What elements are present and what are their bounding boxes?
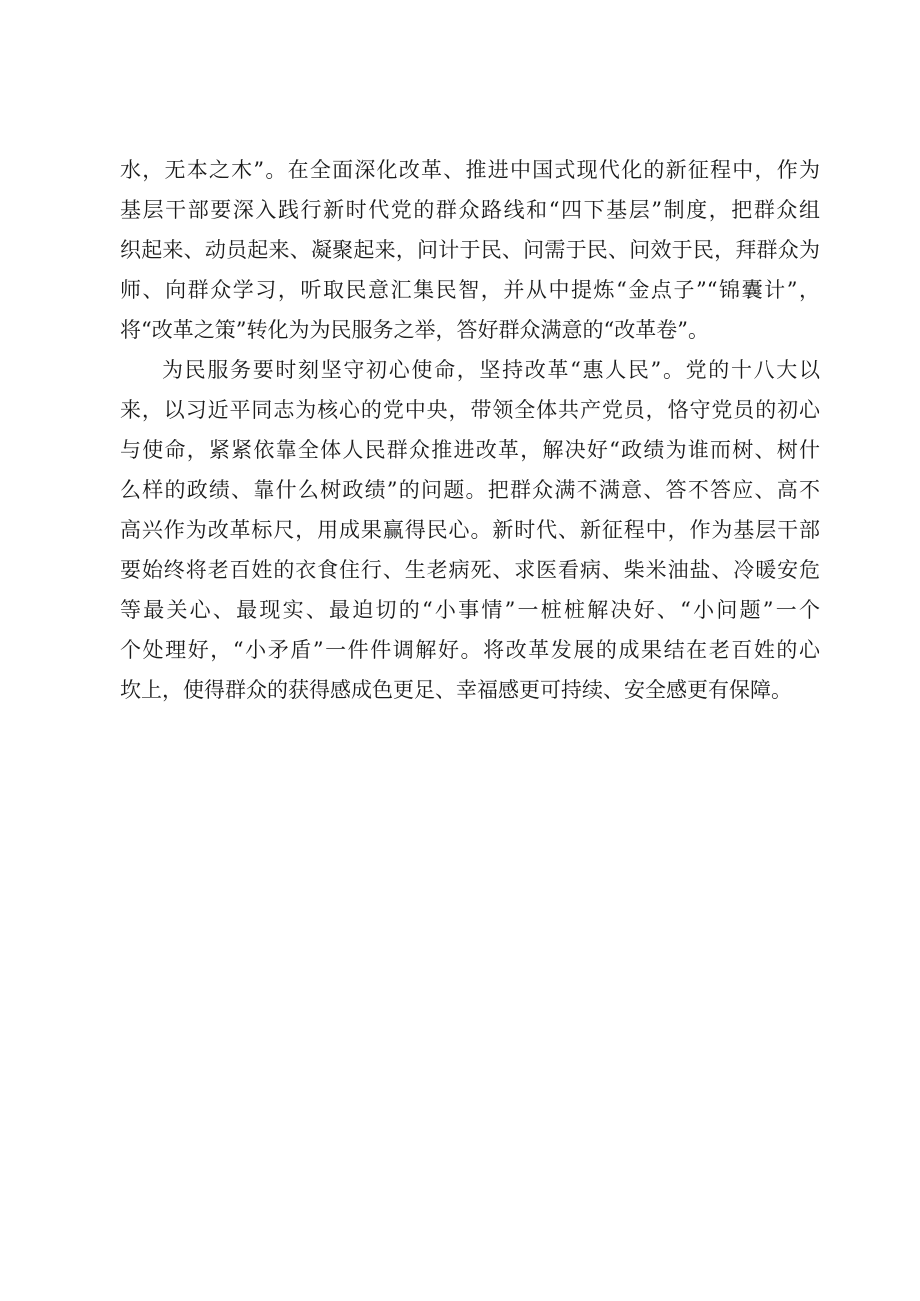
text-line: 坎上，使得群众的获得感成色更足、幸福感更可持续、安全感更有保障。	[120, 678, 792, 702]
text-line: 个处理好，“小矛盾”一件件调解好。将改革发展的成果结在老百姓的心	[120, 638, 820, 662]
text-line: 师、向群众学习，听取民意汇集民智，并从中提炼“金点子”“锦囊计”，	[120, 278, 820, 302]
text-line: 么样的政绩、靠什么树政绩”的问题。把群众满不满意、答不答应、高不	[120, 478, 820, 502]
text-line: 要始终将老百姓的衣食住行、生老病死、求医看病、柴米油盐、冷暖安危	[120, 558, 820, 582]
text-line: 高兴作为改革标尺，用成果赢得民心。新时代、新征程中，作为基层干部	[120, 518, 820, 542]
text-line: 等最关心、最现实、最迫切的“小事情”一桩桩解决好、“小问题”一个	[120, 598, 820, 622]
text-line: 将“改革之策”转化为为民服务之举，答好群众满意的“改革卷”。	[120, 318, 709, 342]
paragraph-2	[120, 350, 820, 710]
text-line: 水，无本之木”。在全面深化改革、推进中国式现代化的新征程中，作为	[120, 158, 820, 182]
text-line: 为民服务要时刻坚守初心使命，坚持改革“惠人民”。党的十八大以	[162, 358, 820, 382]
paragraph-1	[120, 150, 820, 350]
document-body	[120, 150, 820, 710]
text-line: 基层干部要深入践行新时代党的群众路线和“四下基层”制度，把群众组	[120, 198, 820, 222]
text-line: 与使命，紧紧依靠全体人民群众推进改革，解决好“政绩为谁而树、树什	[120, 438, 820, 462]
text-line: 织起来、动员起来、凝聚起来，问计于民、问需于民、问效于民，拜群众为	[120, 238, 820, 262]
text-line: 来，以习近平同志为核心的党中央，带领全体共产党员，恪守党员的初心	[120, 398, 820, 422]
